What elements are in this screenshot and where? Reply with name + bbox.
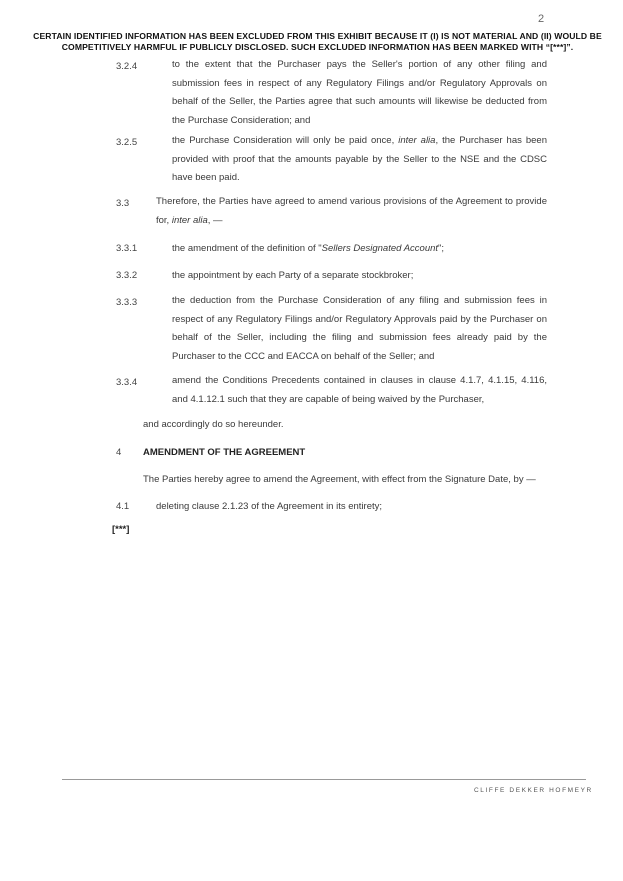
clause-number: 3.3.1 [116, 243, 138, 254]
closing-line: and accordingly do so hereunder. [143, 419, 284, 430]
clause-text: the appointment by each Party of a separate stockbroker; [172, 270, 414, 281]
clause-text-segment: , the Purchaser has been provided with proof that the amounts payable by the Seller to the NSE and the CDSC have been paid. [172, 135, 547, 183]
redaction-notice-banner: CERTAIN IDENTIFIED INFORMATION HAS BEEN EXCLUDED FROM THIS EXHIBIT BECAUSE IT (I) IS NOT MATERIAL AND (II) WOULD BE COMPETITIVELY HARMFUL IF PUBLICLY DISCLOSED. SUCH EXCLUDED INFORMATION HAS BEEN MARKED WITH “[***]”. [33, 31, 602, 52]
clause-text [172, 243, 444, 254]
clause-text-segment: the amendment of the definition of " [172, 243, 322, 254]
clause-text: amend the Conditions Precedents contained in clauses in clause 4.1.7, 4.1.15, 4.116, and 4.1.12.1 such that they are capable of being waived by the Purchaser, [172, 375, 547, 405]
clause-text-segment: Therefore, the Parties have agreed to amend various provisions of the Agreement to provide for, [156, 196, 547, 226]
clause-number: 3.2.5 [116, 137, 138, 148]
clause-number: 3.3.4 [116, 377, 138, 388]
clause-text-italic: inter alia [398, 135, 436, 146]
clause-text-segment: the Purchase Consideration will only be paid once, [172, 135, 399, 146]
clause-text: the deduction from the Purchase Consideration of any filing and submission fees in respect of any Regulatory Filings and/or Regulatory Approvals paid by the Purchaser on behalf of the Seller, including the filing and submission fees already paid by the Purchaser to the CCC and EACCA on behalf of the Seller; and [172, 295, 547, 362]
clause-text-segment: , — [207, 214, 223, 226]
section-intro: The Parties hereby agree to amend the Agreement, with effect from the Signature Date, by — [143, 474, 536, 485]
clause-number: 3.2.4 [116, 61, 138, 72]
clause-number: 3.3.2 [116, 270, 138, 281]
clause-text-segment: "; [438, 243, 445, 254]
clause-number: 4.1 [116, 501, 130, 512]
redaction-marker: [***] [112, 524, 130, 535]
clause-number: 3.3.3 [116, 297, 138, 308]
clause-text-italic: Sellers Designated Account [321, 243, 439, 254]
clause-text [156, 193, 547, 230]
clause-number: 3.3 [116, 198, 130, 209]
page-number: 2 [538, 13, 545, 25]
clause-text-italic: inter alia [171, 214, 208, 226]
section-number: 4 [116, 447, 122, 458]
clause-text: deleting clause 2.1.23 of the Agreement in its entirety; [156, 501, 383, 512]
footer-divider [62, 779, 586, 780]
section-heading: AMENDMENT OF THE AGREEMENT [143, 447, 306, 458]
clause-text: to the extent that the Purchaser pays the Seller's portion of any other filing and submission fees in respect of any Regulatory Filings and/or Regulatory Approvals on behalf of the Seller, the Parties agree that such amounts will likewise be deducted from the Purchase Consideration; and [172, 59, 547, 126]
clause-text [172, 132, 547, 188]
firm-name-footer: CLIFFE DEKKER HOFMEYR [474, 787, 593, 794]
